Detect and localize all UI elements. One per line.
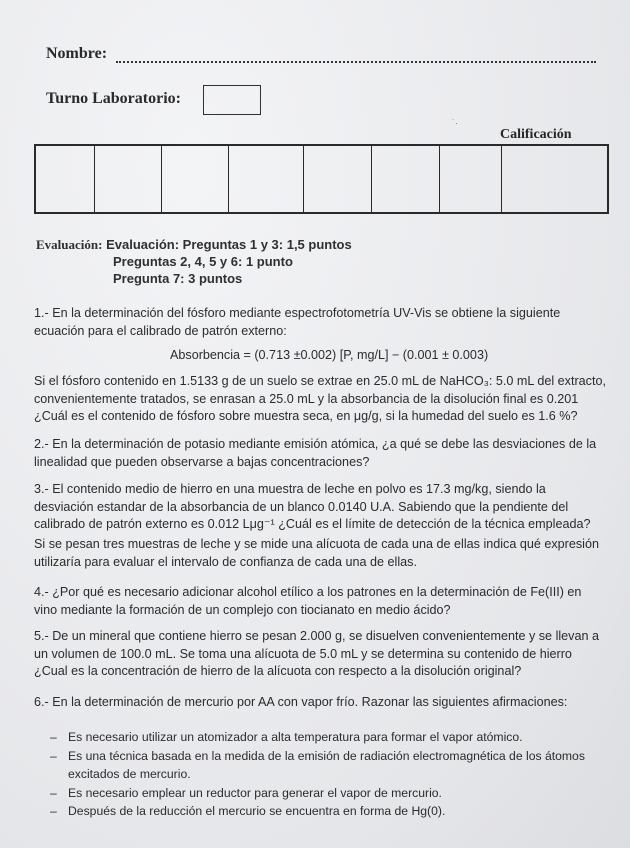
statement-text: Es necesario utilizar un atomizador a alta temperatura para formar el vapor atómico.: [68, 730, 523, 744]
evaluacion-line-3: Pregunta 7: 3 puntos: [113, 271, 243, 286]
question-4: 4.- ¿Por qué es necesario adicionar alcohol etílico a los patrones en la determinación de Fe(III) en vino mediante la formación de un complejo con tiocianato en medio ácido?: [34, 585, 582, 617]
score-cell[interactable]: [304, 146, 372, 212]
score-cell[interactable]: [36, 146, 95, 212]
turno-label: Turno Laboratorio:: [46, 90, 181, 107]
statement-text: Es una técnica basada en la medida de la emisión de radiación electromagnética de los átomos excitados de mercurio.: [68, 748, 585, 781]
question-6: 6.- En la determinación de mercurio por AA con vapor frío. Razonar las siguientes afirmaciones:: [34, 695, 568, 709]
question-2: 2.- En la determinación de potasio mediante emisión atómica, ¿a qué se debe las desviaciones de la linealidad que pueden observarse a bajas concentraciones?: [34, 437, 597, 469]
bullet-marker: –: [50, 804, 57, 818]
evaluacion-line-2: Preguntas 2, 4, 5 y 6: 1 punto: [113, 254, 293, 269]
question-3-body: 3.- El contenido medio de hierro en una muestra de leche en polvo es 17.3 mg/kg, siendo la desviación estandar de la absorbancia de un blanco 0.0140 U.A. Sabiendo que la pendiente del calibrado de patrón externo es 0.012 Lμg⁻¹ ¿Cuál es el límite de detección de la técnica empleada?: [34, 482, 591, 531]
pen-mark: ˙·: [452, 118, 458, 128]
statement-text: Es necesario emplear un reductor para generar el vapor de mercurio.: [68, 785, 442, 800]
bullet-marker: –: [50, 785, 57, 800]
evaluacion-line-1: [36, 236, 352, 253]
question-1-intro: 1.- En la determinación del fósforo mediante espectrofotometría UV-Vis se obtiene la siguiente ecuación para el calibrado de patrón externo:: [34, 306, 561, 338]
score-cell[interactable]: [95, 146, 162, 212]
statement-item: [50, 728, 610, 747]
statement-text: Después de la reducción el mercurio se encuentra en forma de Hg(0).: [68, 804, 446, 818]
score-cell[interactable]: [372, 146, 440, 212]
score-cell[interactable]: [162, 146, 229, 212]
bullet-marker: –: [50, 730, 57, 744]
score-cell[interactable]: [229, 146, 304, 212]
evaluacion-label: Evaluación:: [36, 237, 103, 252]
score-cell[interactable]: [440, 146, 502, 212]
evaluacion-block: [36, 236, 352, 287]
score-cell-total[interactable]: [502, 146, 607, 212]
nombre-dotted-line: [116, 61, 596, 63]
evaluacion-text-1: Evaluación: Preguntas 1 y 3: 1,5 puntos: [106, 237, 352, 252]
question-5: 5.- De un mineral que contiene hierro se pesan 2.000 g, se disuelven convenientemente y se llevan a un volumen de 100.0 mL. Se toma una alícuota de 5.0 mL y se determina su contenido de hierro ¿Cual es la concentración de hierro de la alícuota con respecto a la disolución original?: [34, 629, 599, 678]
turno-box[interactable]: [203, 85, 261, 115]
question-3-followup: Si se pesan tres muestras de leche y se mide una alícuota de cada una de ellas indica qué expresión utilizaría para evaluar el intervalo de confianza de cada una de ellas.: [34, 537, 599, 569]
score-grid: [34, 144, 609, 214]
nombre-label: Nombre:: [46, 45, 108, 62]
statement-item: [50, 747, 610, 784]
statement-item: [50, 802, 610, 821]
question-1-body: Si el fósforo contenido en 1.5133 g de un suelo se extrae en 25.0 mL de NaHCO₃: 5.0 mL del extracto, convenientemente tratados, se enrasan a 25.0 mL y la absorbancia de la disolución final es 0.201 ¿Cuál es el contenido de fósforo sobre muestra seca, en μg/g, si la humedad del suelo es 1.6 %?: [34, 374, 606, 423]
question-1-equation: Absorbencia = (0.713 ±0.002) [P, mg/L] − (0.001 ± 0.003): [170, 348, 489, 362]
question-6-statements: [50, 728, 610, 821]
calificacion-label: Calificación: [500, 127, 572, 142]
statement-item: [50, 784, 610, 803]
bullet-marker: –: [50, 748, 57, 763]
